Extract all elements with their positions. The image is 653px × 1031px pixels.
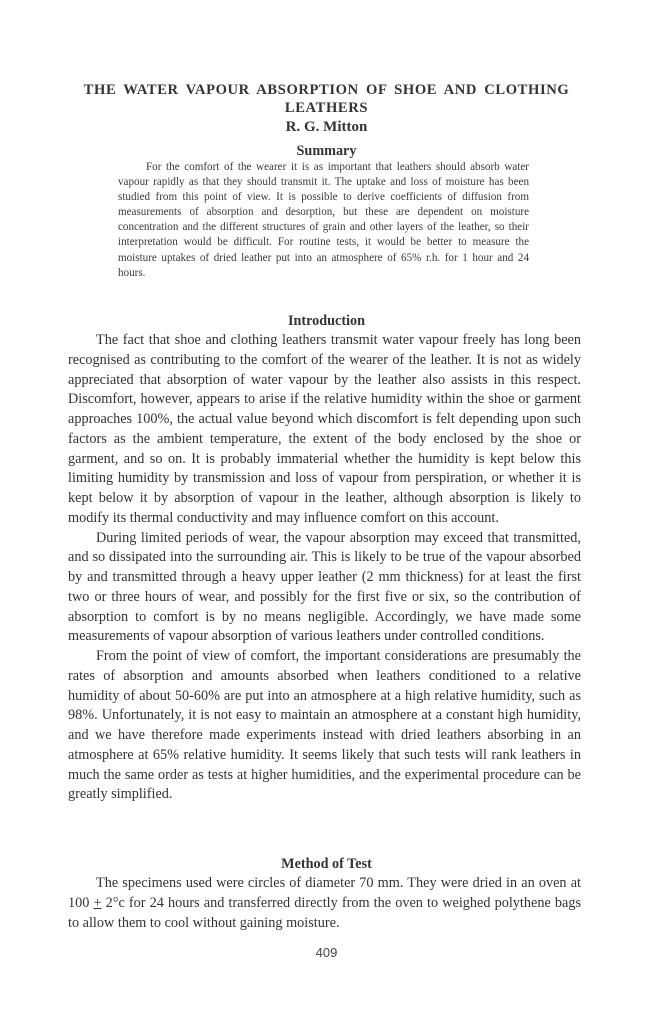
summary-text: For the comfort of the wearer it is as important that leathers should absorb water vapour rapidly as that they should transmit it. The uptake and loss of moisture has been studied from this point of view. It is possible to derive coefficients of diffusion from measurements of absorption and desorption, but these are dependent on moisture concentration and the different structures of grain and other layers of the leather, so their interpretation would be difficult. For routine tests, it would be better to measure the moisture uptakes of dried leather put into an atmosphere of 65% r.h. for 1 hour and 24 hours.	[118, 161, 529, 279]
method-text-end: 2°c for 24 hours and transferred directly from the oven to weighed polythene bags to allow them to cool without gaining moisture.	[68, 894, 582, 931]
summary-abstract	[118, 160, 529, 281]
introduction-paragraph-3: From the point of view of comfort, the important considerations are presumably the rates of absorption and amounts absorbed when leathers conditioned to a relative humidity of about 50-60% are put into an atmosphere at a high relative humidity, such as 98%. Unfortunately, it is not easy to maintain an atmosphere at a constant high humidity, and we have therefore made experiments instead with dried leathers absorbing in an atmosphere at 65% relative humidity. It seems likely that such tests will rank leathers in much the same order as tests at higher humidities, and the experimental procedure can be greatly simplified.	[68, 648, 581, 803]
method-body	[68, 874, 581, 933]
introduction-body	[68, 331, 581, 805]
plus-minus-symbol: +	[93, 894, 102, 911]
paper-title: THE WATER VAPOUR ABSORPTION OF SHOE AND CLOTHING LEATHERS	[83, 82, 570, 116]
introduction-heading: Introduction	[288, 313, 365, 329]
introduction-paragraph-2: During limited periods of wear, the vapour absorption may exceed that transmitted, and so dissipated into the surrounding air. This is likely to be true of the vapour absorbed by and transmitted through a heavy upper leather (2 mm thickness) for at least the first two or three hours of wear, and possibly for the first five or six, so the contribution of absorption to comfort is by no means negligible. Accordingly, we have made some measurements of vapour absorption of various leathers under controlled conditions.	[68, 529, 581, 645]
page-number: 409	[315, 945, 338, 960]
method-heading: Method of Test	[281, 856, 372, 872]
summary-heading: Summary	[296, 143, 357, 159]
introduction-paragraph-1: The fact that shoe and clothing leathers transmit water vapour freely has long been recognised as contributing to the comfort of the wearer of the leather. It is not as widely appreciated that absorption of water vapour by the leather also assists in this respect. Discomfort, however, appears to arise if the relative humidity within the shoe or garment approaches 100%, the actual value beyond which discomfort is felt depending upon such factors as the ambient temperature, the extent of the body enclosed by the shoe or garment, and so on. It is probably immaterial whether the humidity is kept below this limiting humidity by transmission and loss of vapour from perspiration, or whether it is kept below it by absorption of vapour in the leather, although absorption is likely to modify its thermal conductivity and may influence comfort on this account.	[68, 332, 581, 526]
method-text-start: The specimens used were circles of diameter 70 mm. They were dried in an oven at 100	[68, 875, 581, 911]
method-paragraph	[68, 874, 581, 933]
paper-author: R. G. Mitton	[285, 119, 368, 135]
